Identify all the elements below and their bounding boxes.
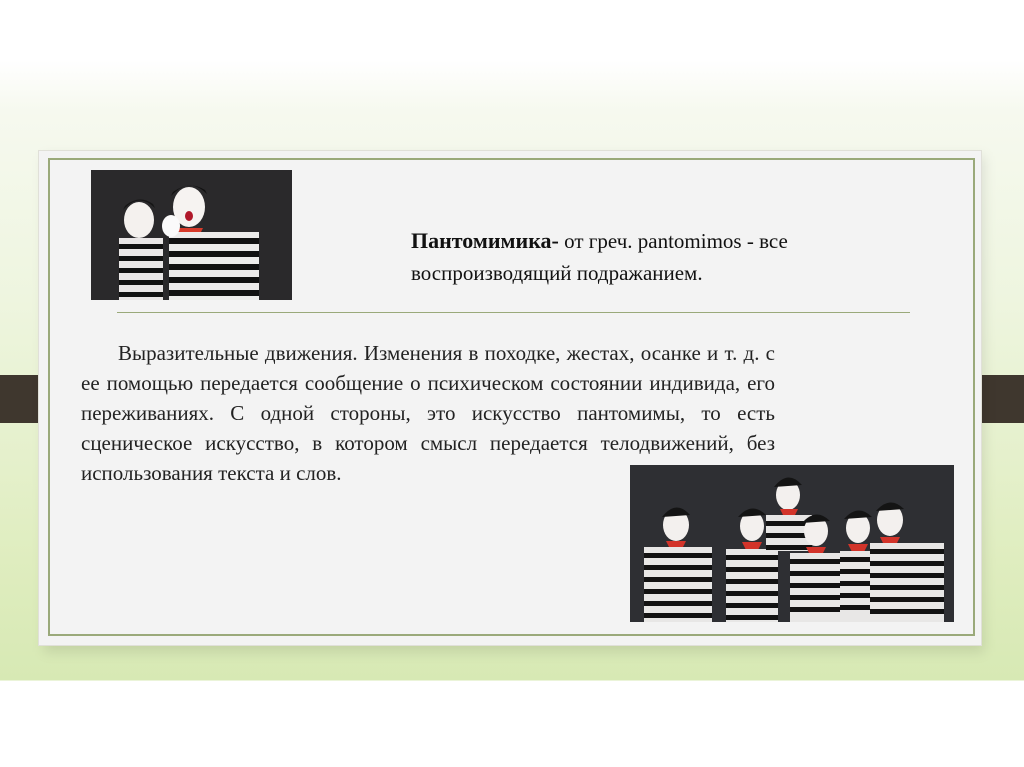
title-divider [117,312,910,313]
bottom-band [0,681,1024,767]
mime-group-photo [630,465,954,622]
title-term: Пантомимика- [411,228,559,253]
slide-title [411,225,871,289]
mime-duo-photo [91,170,292,300]
mime-duo-illustration [91,170,292,300]
title-definition: от греч. pantomimos - все воспроизводящий подражанием. [411,229,788,285]
mime-group-illustration [630,465,954,622]
definition-paragraph: Выразительные движения. Изменения в походке, жестах, осанке и т. д. с ее помощью передается сообщение о психическом состоянии индивида, его переживаниях. С одной стороны, это искусство пантомимы, то есть сценическое искусство, в котором смысл передается телодвижений, без использования текста и слов. [81,341,775,485]
